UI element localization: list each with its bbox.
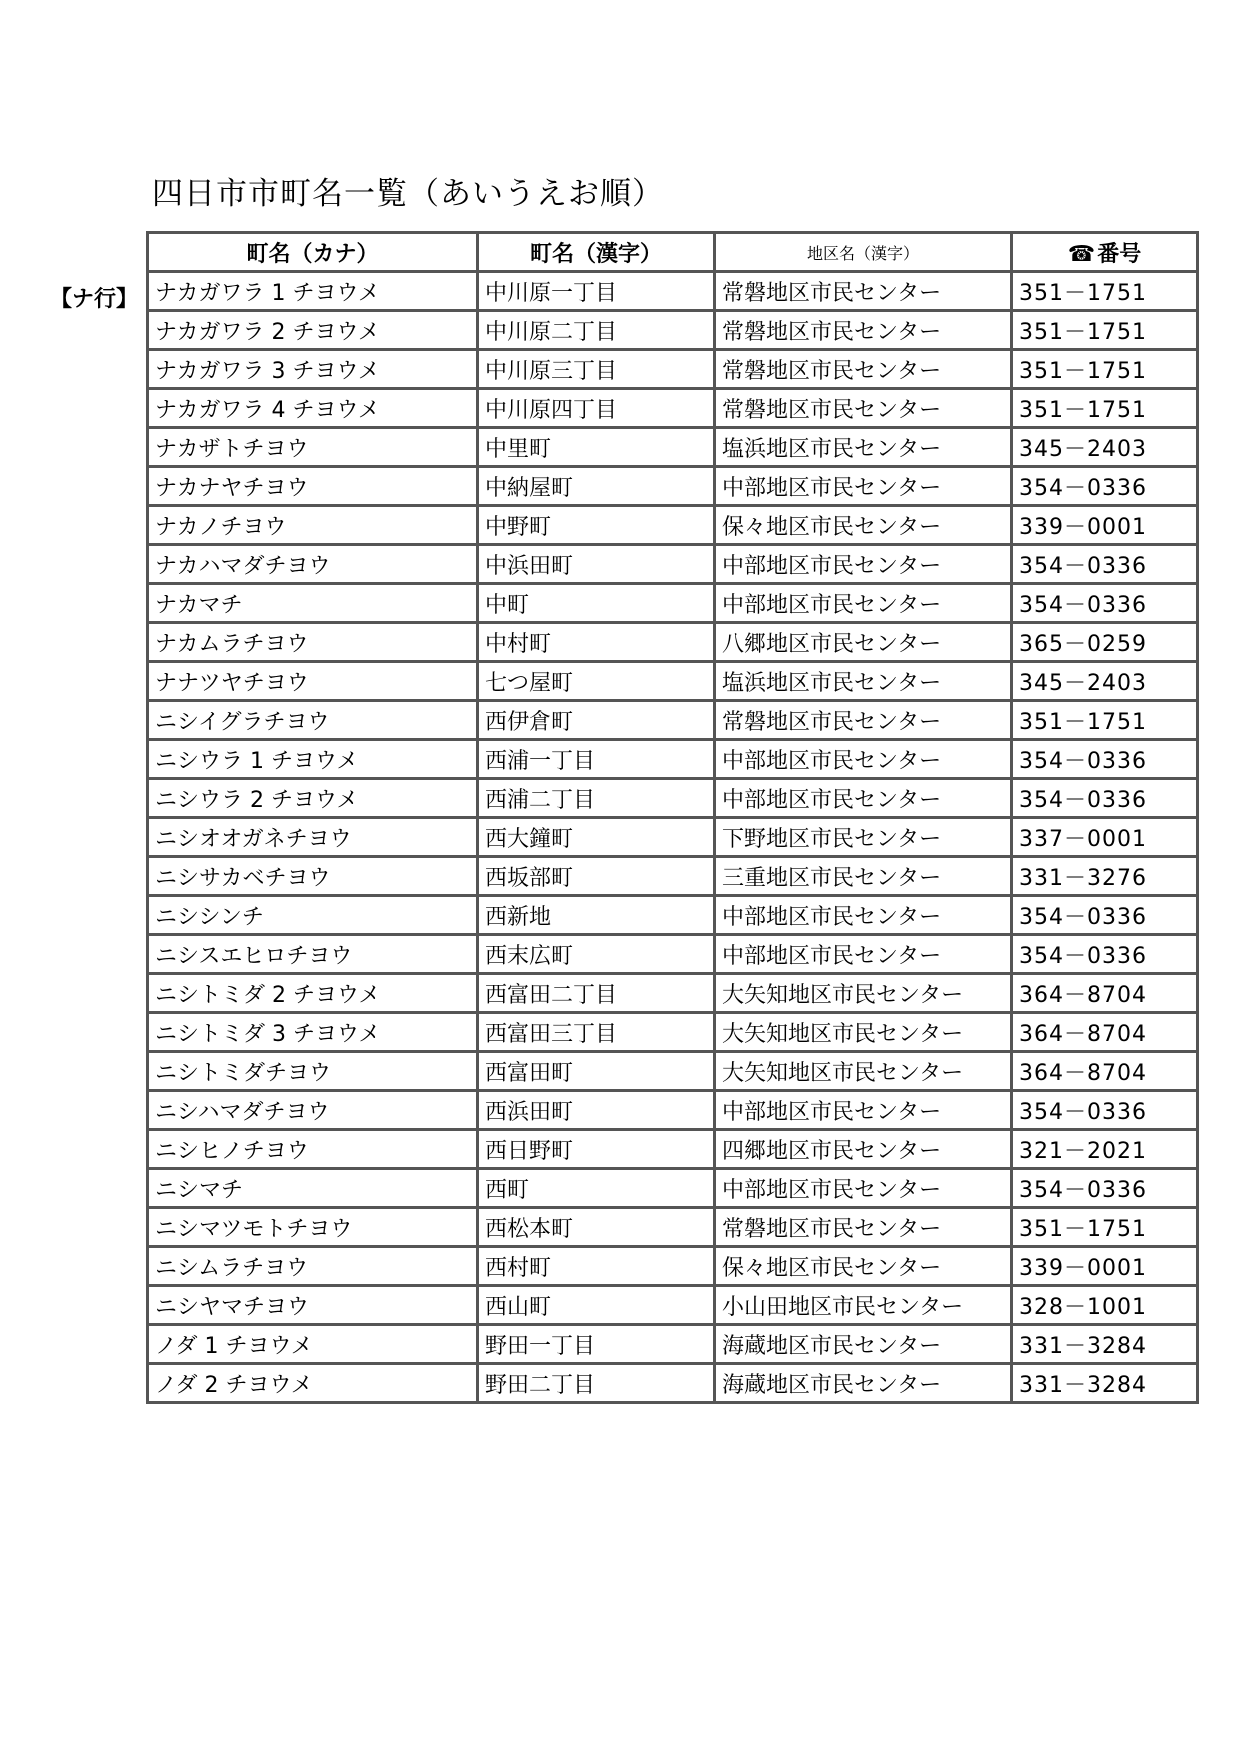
cell-phone: 345－2403 — [1012, 662, 1198, 701]
cell-kanji: 中川原一丁目 — [478, 272, 715, 311]
cell-kanji: 西末広町 — [478, 935, 715, 974]
cell-phone: 354－0336 — [1012, 935, 1198, 974]
table-row — [148, 1364, 1198, 1403]
cell-kana: ニシスエヒロチヨウ — [148, 935, 478, 974]
cell-district: 小山田地区市民センター — [715, 1286, 1012, 1325]
cell-phone: 345－2403 — [1012, 428, 1198, 467]
cell-phone: 328－1001 — [1012, 1286, 1198, 1325]
cell-kanji: 中町 — [478, 584, 715, 623]
header-district: 地区名（漢字） — [715, 233, 1012, 272]
table-row — [148, 428, 1198, 467]
cell-district: 常磐地区市民センター — [715, 1208, 1012, 1247]
cell-kanji: 七つ屋町 — [478, 662, 715, 701]
cell-kanji: 西山町 — [478, 1286, 715, 1325]
cell-phone: 339－0001 — [1012, 506, 1198, 545]
cell-kana: ニシイグラチヨウ — [148, 701, 478, 740]
cell-kana: ナカガワラ 1 チヨウメ — [148, 272, 478, 311]
cell-kana: ニシヤマチヨウ — [148, 1286, 478, 1325]
cell-kanji: 西富田町 — [478, 1052, 715, 1091]
cell-phone: 337－0001 — [1012, 818, 1198, 857]
cell-phone: 354－0336 — [1012, 545, 1198, 584]
table-row — [148, 1208, 1198, 1247]
cell-district: 中部地区市民センター — [715, 740, 1012, 779]
cell-kana: ニシトミダチヨウ — [148, 1052, 478, 1091]
cell-phone: 351－1751 — [1012, 701, 1198, 740]
cell-kana: ニシマツモトチヨウ — [148, 1208, 478, 1247]
table-row — [148, 467, 1198, 506]
cell-kana: ニシトミダ 2 チヨウメ — [148, 974, 478, 1013]
header-kanji: 町名（漢字） — [478, 233, 715, 272]
cell-district: 四郷地区市民センター — [715, 1130, 1012, 1169]
cell-phone: 331－3276 — [1012, 857, 1198, 896]
cell-kanji: 中川原二丁目 — [478, 311, 715, 350]
cell-kanji: 西伊倉町 — [478, 701, 715, 740]
table-row — [148, 623, 1198, 662]
cell-kana: ニシサカベチヨウ — [148, 857, 478, 896]
cell-phone: 354－0336 — [1012, 740, 1198, 779]
cell-kana: ニシハマダチヨウ — [148, 1091, 478, 1130]
cell-district: 中部地区市民センター — [715, 779, 1012, 818]
cell-kanji: 西富田二丁目 — [478, 974, 715, 1013]
page-title: 四日市市町名一覧（あいうえお順） — [152, 176, 664, 212]
cell-phone: 354－0336 — [1012, 896, 1198, 935]
cell-kanji: 中川原三丁目 — [478, 350, 715, 389]
cell-district: 海蔵地区市民センター — [715, 1325, 1012, 1364]
cell-district: 中部地区市民センター — [715, 896, 1012, 935]
cell-kana: ニシトミダ 3 チヨウメ — [148, 1013, 478, 1052]
table-row — [148, 584, 1198, 623]
cell-phone: 331－3284 — [1012, 1364, 1198, 1403]
cell-district: 大矢知地区市民センター — [715, 974, 1012, 1013]
table-row — [148, 818, 1198, 857]
cell-kana: ニシウラ 2 チヨウメ — [148, 779, 478, 818]
cell-kanji: 西浜田町 — [478, 1091, 715, 1130]
cell-phone: 364－8704 — [1012, 1013, 1198, 1052]
cell-phone: 351－1751 — [1012, 1208, 1198, 1247]
table-body — [148, 272, 1198, 1403]
cell-kana: ナカハマダチヨウ — [148, 545, 478, 584]
cell-kanji: 西浦二丁目 — [478, 779, 715, 818]
table-row — [148, 974, 1198, 1013]
table-row — [148, 857, 1198, 896]
cell-kanji: 中浜田町 — [478, 545, 715, 584]
cell-phone: 354－0336 — [1012, 1091, 1198, 1130]
header-phone-label: 番号 — [1097, 241, 1142, 267]
cell-district: 塩浜地区市民センター — [715, 428, 1012, 467]
cell-phone: 351－1751 — [1012, 350, 1198, 389]
cell-phone: 364－8704 — [1012, 1052, 1198, 1091]
table-row — [148, 1286, 1198, 1325]
table-row — [148, 662, 1198, 701]
cell-kanji: 中野町 — [478, 506, 715, 545]
cell-phone: 321－2021 — [1012, 1130, 1198, 1169]
cell-phone: 365－0259 — [1012, 623, 1198, 662]
cell-kana: ナカムラチヨウ — [148, 623, 478, 662]
cell-kana: ナカノチヨウ — [148, 506, 478, 545]
cell-kanji: 野田一丁目 — [478, 1325, 715, 1364]
cell-phone: 354－0336 — [1012, 467, 1198, 506]
table-row — [148, 311, 1198, 350]
table-row — [148, 1091, 1198, 1130]
town-table — [146, 231, 1199, 1404]
cell-phone: 354－0336 — [1012, 779, 1198, 818]
cell-kanji: 西松本町 — [478, 1208, 715, 1247]
table-row — [148, 779, 1198, 818]
cell-kana: ニシオオガネチヨウ — [148, 818, 478, 857]
cell-kanji: 西大鐘町 — [478, 818, 715, 857]
cell-kana: ノダ 2 チヨウメ — [148, 1364, 478, 1403]
cell-district: 中部地区市民センター — [715, 584, 1012, 623]
cell-kana: ニシウラ 1 チヨウメ — [148, 740, 478, 779]
cell-district: 中部地区市民センター — [715, 545, 1012, 584]
cell-district: 大矢知地区市民センター — [715, 1013, 1012, 1052]
table-row — [148, 1325, 1198, 1364]
cell-kana: ニシヒノチヨウ — [148, 1130, 478, 1169]
cell-district: 常磐地区市民センター — [715, 272, 1012, 311]
cell-kanji: 中川原四丁目 — [478, 389, 715, 428]
cell-phone: 351－1751 — [1012, 389, 1198, 428]
table-row — [148, 1247, 1198, 1286]
table-row — [148, 272, 1198, 311]
cell-kana: ナカガワラ 4 チヨウメ — [148, 389, 478, 428]
cell-district: 下野地区市民センター — [715, 818, 1012, 857]
table-row — [148, 740, 1198, 779]
cell-district: 中部地区市民センター — [715, 467, 1012, 506]
table-row — [148, 1052, 1198, 1091]
phone-icon: ☎ — [1067, 241, 1096, 267]
table-row — [148, 935, 1198, 974]
cell-kanji: 中納屋町 — [478, 467, 715, 506]
cell-district: 大矢知地区市民センター — [715, 1052, 1012, 1091]
cell-district: 保々地区市民センター — [715, 506, 1012, 545]
cell-kana: ニシマチ — [148, 1169, 478, 1208]
cell-phone: 354－0336 — [1012, 584, 1198, 623]
table-row — [148, 896, 1198, 935]
cell-phone: 331－3284 — [1012, 1325, 1198, 1364]
cell-district: 中部地区市民センター — [715, 1091, 1012, 1130]
cell-kanji: 中里町 — [478, 428, 715, 467]
cell-district: 八郷地区市民センター — [715, 623, 1012, 662]
cell-kana: ノダ 1 チヨウメ — [148, 1325, 478, 1364]
cell-district: 常磐地区市民センター — [715, 701, 1012, 740]
cell-district: 中部地区市民センター — [715, 1169, 1012, 1208]
cell-kana: ニシシンチ — [148, 896, 478, 935]
cell-district: 常磐地区市民センター — [715, 350, 1012, 389]
cell-kanji: 西新地 — [478, 896, 715, 935]
header-kana: 町名（カナ） — [148, 233, 478, 272]
table-row — [148, 1130, 1198, 1169]
cell-district: 中部地区市民センター — [715, 935, 1012, 974]
table-row — [148, 701, 1198, 740]
cell-district: 保々地区市民センター — [715, 1247, 1012, 1286]
cell-kanji: 西坂部町 — [478, 857, 715, 896]
cell-kanji: 西日野町 — [478, 1130, 715, 1169]
table-row — [148, 1169, 1198, 1208]
cell-kana: ナナツヤチヨウ — [148, 662, 478, 701]
cell-kanji: 西富田三丁目 — [478, 1013, 715, 1052]
table-header-row — [148, 233, 1198, 272]
cell-kanji: 西村町 — [478, 1247, 715, 1286]
cell-kana: ナカザトチヨウ — [148, 428, 478, 467]
cell-phone: 351－1751 — [1012, 272, 1198, 311]
cell-kana: ナカナヤチヨウ — [148, 467, 478, 506]
cell-kana: ナカガワラ 3 チヨウメ — [148, 350, 478, 389]
table-row — [148, 545, 1198, 584]
cell-district: 塩浜地区市民センター — [715, 662, 1012, 701]
cell-kana: ナカガワラ 2 チヨウメ — [148, 311, 478, 350]
section-label: 【ナ行】 — [50, 287, 139, 312]
cell-kana: ニシムラチヨウ — [148, 1247, 478, 1286]
cell-phone: 354－0336 — [1012, 1169, 1198, 1208]
header-phone — [1012, 233, 1198, 272]
cell-district: 海蔵地区市民センター — [715, 1364, 1012, 1403]
cell-phone: 339－0001 — [1012, 1247, 1198, 1286]
cell-district: 三重地区市民センター — [715, 857, 1012, 896]
cell-kana: ナカマチ — [148, 584, 478, 623]
cell-kanji: 西町 — [478, 1169, 715, 1208]
table-row — [148, 506, 1198, 545]
table-row — [148, 389, 1198, 428]
table-row — [148, 350, 1198, 389]
cell-district: 常磐地区市民センター — [715, 389, 1012, 428]
cell-kanji: 西浦一丁目 — [478, 740, 715, 779]
cell-district: 常磐地区市民センター — [715, 311, 1012, 350]
cell-phone: 364－8704 — [1012, 974, 1198, 1013]
cell-kanji: 中村町 — [478, 623, 715, 662]
table-row — [148, 1013, 1198, 1052]
cell-phone: 351－1751 — [1012, 311, 1198, 350]
cell-kanji: 野田二丁目 — [478, 1364, 715, 1403]
